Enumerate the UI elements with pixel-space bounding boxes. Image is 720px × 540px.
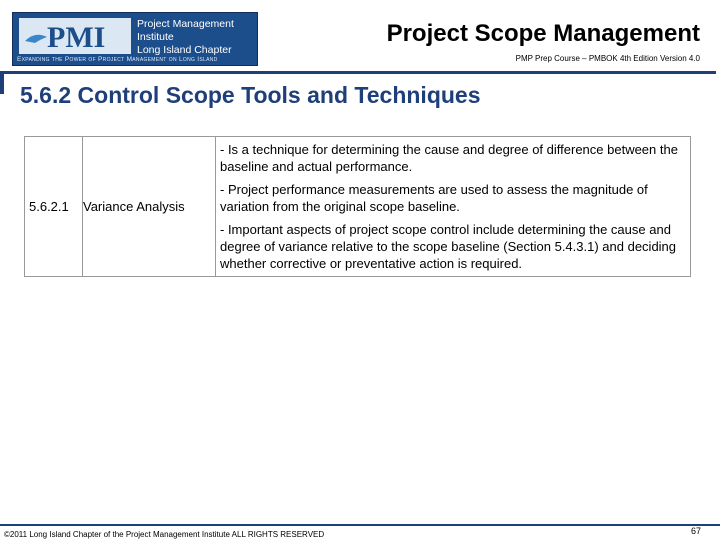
section-title: 5.6.2 Control Scope Tools and Techniques: [20, 82, 481, 108]
org-name-line1: Project Management Institute: [137, 18, 234, 43]
pmi-wordmark-icon: [21, 19, 129, 53]
org-name: [137, 18, 257, 57]
course-subtitle: PMP Prep Course – PMBOK 4th Edition Version 4.0: [515, 54, 700, 63]
table-row: [25, 137, 691, 277]
bullet-3: - Important aspects of project scope control include determining the cause and degree of variance relative to the scope baseline (Section 5.4.3.1) and deciding whether corrective or preventative action is required.: [220, 222, 677, 271]
item-number: 5.6.2.1: [25, 137, 83, 277]
pmi-logo-mark: [19, 18, 131, 54]
pmi-logo: [12, 12, 258, 66]
footer-divider: [0, 524, 720, 526]
slide-title: Project Scope Management: [386, 20, 700, 47]
item-name: Variance Analysis: [83, 137, 216, 277]
bullet-1: - Is a technique for determining the cause and degree of difference between the baseline and actual performance.: [220, 142, 678, 174]
tools-table: [24, 136, 691, 277]
org-name-line2: Long Island Chapter: [137, 44, 232, 56]
item-description: [216, 137, 691, 277]
copyright-notice: ©2011 Long Island Chapter of the Project Management Institute ALL RIGHTS RESERVED: [4, 530, 325, 539]
page-number: 67: [690, 526, 701, 536]
title-divider: [0, 71, 716, 74]
accent-strip: [0, 74, 4, 94]
bullet-2: - Project performance measurements are used to assess the magnitude of variation from the original scope baseline.: [220, 182, 648, 214]
logo-tagline: Expanding the Power of Project Management on Long Island: [17, 56, 218, 63]
logo-text: PMI: [47, 21, 106, 53]
